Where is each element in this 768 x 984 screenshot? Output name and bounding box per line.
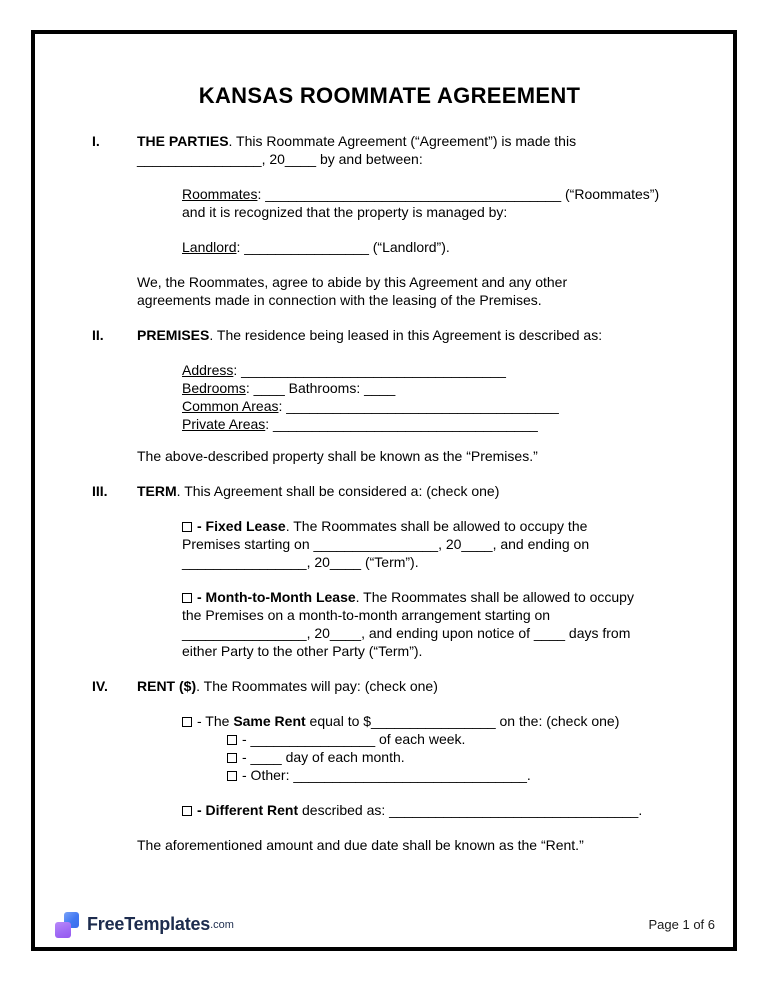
monthly-option-label: - ____ day of each month. — [242, 749, 405, 765]
page-footer — [55, 911, 715, 938]
text-line: . The Roommates shall be allowed to occupy the — [285, 518, 588, 534]
common-areas-blank-line: : ___________________________________ — [278, 398, 559, 414]
document-page — [31, 30, 737, 951]
section-heading: THE PARTIES — [137, 133, 229, 149]
other-option-label: - Other: ______________________________. — [242, 767, 531, 783]
landlord-label: Landlord — [182, 239, 237, 255]
text-line: either Party to the other Party (“Term”). — [182, 643, 423, 659]
fixed-lease-label: - Fixed Lease — [197, 518, 286, 534]
checkbox-icon[interactable] — [227, 753, 237, 763]
section-heading: RENT ($) — [137, 678, 197, 694]
section-heading-rest: . The residence being leased in this Agreement is described as: — [209, 327, 603, 343]
private-areas-blank-line: : __________________________________ — [265, 416, 538, 432]
address-label: Address — [182, 362, 234, 378]
roommates-label: Roommates — [182, 186, 258, 202]
page-number: Page 1 of 6 — [648, 917, 715, 932]
common-areas-label: Common Areas — [182, 398, 279, 414]
same-rent-suboptions — [227, 730, 687, 784]
section-numeral: IV. — [92, 678, 108, 694]
section-heading-line — [137, 326, 687, 344]
rent-note — [137, 836, 687, 854]
section-heading: TERM — [137, 483, 177, 499]
different-rent-blank-line: described as: ________________________________. — [298, 802, 643, 818]
section-numeral: III. — [92, 483, 108, 499]
private-areas-label: Private Areas — [182, 416, 266, 432]
checkbox-icon[interactable] — [182, 522, 192, 532]
freetemplates-logo — [55, 911, 234, 938]
roommates-blank-line: : ______________________________________ (“Roommates”) — [257, 186, 660, 202]
text-line: Premises starting on ________________, 20____, and ending on — [182, 536, 590, 552]
text-line: ________________, 20____ by and between: — [137, 151, 423, 167]
section-premises — [92, 326, 687, 344]
same-rent-label: Same Rent — [233, 713, 306, 729]
section-heading: PREMISES — [137, 327, 210, 343]
text-line: The above-described property shall be known as the “Premises.” — [137, 448, 538, 464]
section-heading-rest: . The Roommates will pay: (check one) — [196, 678, 438, 694]
section-term — [92, 482, 687, 500]
section-numeral: I. — [92, 133, 100, 149]
text-line: We, the Roommates, agree to abide by this Agreement and any other — [137, 274, 568, 290]
document-content — [35, 34, 733, 854]
month-to-month-label: - Month-to-Month Lease — [197, 589, 356, 605]
section-heading-rest: . This Roommate Agreement (“Agreement”) is made this — [228, 133, 577, 149]
premises-details — [182, 361, 687, 433]
same-rent-blank-line: equal to $________________ on the: (check one) — [305, 713, 620, 729]
text-line: . The Roommates shall be allowed to occupy — [355, 589, 634, 605]
text-line: and it is recognized that the property is managed by: — [182, 204, 508, 220]
checkbox-icon[interactable] — [182, 717, 192, 727]
different-rent-label: - Different Rent — [197, 802, 299, 818]
weekly-option-label: - ________________ of each week. — [242, 731, 466, 747]
brand-name: FreeTemplates — [87, 914, 211, 934]
checkbox-icon[interactable] — [182, 593, 192, 603]
logo-page-purple-shape — [55, 922, 71, 938]
same-rent-option — [182, 712, 687, 784]
checkbox-icon[interactable] — [227, 735, 237, 745]
section-numeral: II. — [92, 327, 104, 343]
section-rent — [92, 677, 687, 695]
premises-note — [137, 447, 687, 465]
same-rent-pre: - The — [197, 713, 234, 729]
landlord-blank-line: : ________________ (“Landlord”). — [236, 239, 450, 255]
agreement-paragraph — [137, 273, 687, 309]
checkbox-icon[interactable] — [182, 806, 192, 816]
section-heading-line — [137, 482, 687, 500]
section-heading-line — [137, 677, 687, 695]
brand-tld: .com — [210, 918, 234, 931]
section-heading-rest: . This Agreement shall be considered a: (check one) — [176, 483, 500, 499]
month-to-month-option — [182, 588, 687, 660]
checkbox-icon[interactable] — [227, 771, 237, 781]
roommates-clause — [182, 185, 687, 221]
landlord-clause — [182, 238, 687, 256]
text-line: The aforementioned amount and due date shall be known as the “Rent.” — [137, 837, 584, 853]
bedrooms-label: Bedrooms — [182, 380, 246, 396]
freetemplates-logo-icon — [55, 911, 80, 938]
address-blank-line: : __________________________________ — [233, 362, 506, 378]
text-line: ________________, 20____, and ending upon notice of ____ days from — [182, 625, 631, 641]
document-title: KANSAS ROOMMATE AGREEMENT — [198, 83, 581, 108]
fixed-lease-option — [182, 517, 687, 571]
different-rent-option — [182, 801, 687, 819]
text-line: the Premises on a month-to-month arrangement starting on — [182, 607, 551, 623]
bedrooms-bathrooms-blank-line: : ____ Bathrooms: ____ — [245, 380, 396, 396]
section-parties — [92, 132, 687, 168]
text-line: agreements made in connection with the leasing of the Premises. — [137, 292, 542, 308]
text-line: ________________, 20____ (“Term”). — [182, 554, 419, 570]
section-heading-line — [137, 132, 687, 150]
